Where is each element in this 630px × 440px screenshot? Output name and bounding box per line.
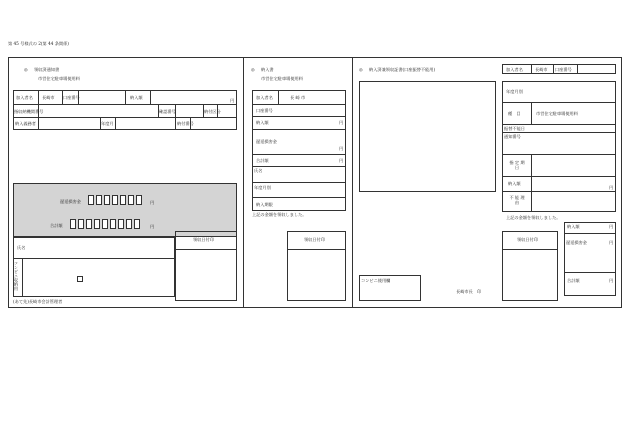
receipt-name-label: 氏名 — [17, 245, 26, 250]
cert-transfer-fail-label: 振替不能日 — [504, 126, 525, 131]
row-line — [502, 154, 616, 155]
payment-received-text: 上記の金額を領収しました。 — [252, 212, 307, 217]
payment-stamp-label: 領収日付印 — [304, 237, 325, 242]
receipt-payer-value: 長崎市 — [42, 95, 55, 100]
digit-box[interactable] — [86, 219, 92, 229]
receipt-subtitle: 市営住宅駐車場使用料 — [38, 76, 80, 81]
cert-right-amount-label: 納入額 — [567, 224, 580, 229]
payment-account-label: 口座番号 — [256, 108, 273, 113]
receipt-yen: 円 — [230, 98, 235, 103]
digit-box[interactable] — [96, 195, 102, 205]
cert-blank-area — [359, 81, 496, 192]
digit-box[interactable] — [78, 219, 84, 229]
payment-due-label: 納入期限 — [256, 202, 273, 207]
row-line — [252, 182, 346, 183]
digit-box[interactable] — [134, 219, 140, 229]
receipt-amount-block — [13, 183, 237, 237]
row-line — [564, 233, 616, 234]
cert-year-month-label: 年度月別 — [506, 89, 523, 94]
col-line — [531, 154, 532, 212]
section-divider-2 — [352, 57, 353, 308]
col-line — [115, 117, 116, 130]
payment-subtitle: 市営住宅駐車場使用料 — [261, 76, 303, 81]
digit-box[interactable] — [104, 195, 110, 205]
payment-late-fee-yen: 円 — [339, 146, 344, 151]
row-line — [287, 249, 346, 250]
cert-mayor: 長崎市長 印 — [456, 289, 482, 294]
cert-account-label: 口座番号 — [555, 67, 572, 72]
digit-box[interactable] — [112, 195, 118, 205]
digit-box[interactable] — [118, 219, 124, 229]
cert-subject-value: 市営住宅駐車場使用料 — [536, 111, 578, 116]
row-line — [502, 124, 616, 125]
total-yen: 円 — [150, 224, 155, 229]
row-line — [502, 191, 616, 192]
cert-amount-label: 納入額 — [508, 181, 521, 186]
digit-box[interactable] — [94, 219, 100, 229]
digit-box[interactable] — [110, 219, 116, 229]
payment-name-label: 氏名 — [254, 168, 263, 173]
row-line — [564, 272, 616, 273]
cert-stamp-label: 領収日付印 — [517, 237, 538, 242]
payment-amount-yen: 円 — [339, 120, 344, 125]
payment-payer-value: 長 崎 市 — [290, 95, 306, 100]
receipt-addressee: (あて先)長崎市会計管理者 — [13, 299, 63, 304]
digit-box[interactable] — [120, 195, 126, 205]
row-line — [13, 117, 237, 118]
payment-amount-label: 納入額 — [256, 120, 269, 125]
receipt-payer-label: 加入者名 — [16, 95, 33, 100]
payment-circle-mark: ◎ — [251, 67, 255, 72]
section-divider-1 — [243, 57, 244, 308]
row-line — [502, 249, 558, 250]
digit-box[interactable] — [88, 195, 94, 205]
row-line — [252, 116, 346, 117]
cert-due-label: 指 定 期 日 — [509, 160, 525, 170]
digit-box[interactable] — [136, 195, 142, 205]
row-line — [252, 129, 346, 130]
receipt-settle-label: 指収納機関番号 — [14, 109, 44, 114]
col-line — [531, 64, 532, 74]
receipt-late-fee-label: 遅延損害金 — [60, 199, 81, 204]
receipt-payee-label: 納入義務者 — [15, 121, 36, 126]
cert-right-total-label: 合計額 — [567, 278, 580, 283]
digit-box[interactable] — [128, 195, 134, 205]
receipt-title: 領収済通知書 — [34, 67, 60, 72]
payment-total-label: 合計額 — [256, 158, 269, 163]
conv-checkbox[interactable] — [77, 276, 83, 282]
cert-right-total-yen: 円 — [609, 278, 614, 283]
late-fee-yen: 円 — [150, 200, 155, 205]
col-line — [150, 90, 151, 104]
cert-amount-yen: 円 — [609, 185, 614, 190]
row-line — [175, 249, 237, 250]
col-line — [278, 90, 279, 104]
cert-payer-value: 長崎市 — [535, 67, 548, 72]
receipt-stamp-label: 領収日付印 — [193, 237, 214, 242]
receipt-year-month-label: 年度月 — [101, 121, 114, 126]
cert-right-amount-yen: 円 — [609, 224, 614, 229]
cert-subject-label: 種 目 — [508, 111, 521, 116]
receipt-name-block — [13, 237, 175, 297]
row-line — [252, 166, 346, 167]
col-line — [175, 117, 176, 130]
payment-payer-label: 加入者名 — [256, 95, 273, 100]
col-line — [531, 102, 532, 124]
cert-notice-label: 通知番号 — [504, 134, 521, 139]
col-line — [125, 90, 126, 104]
cert-reason-label: 不 能 理 由 — [509, 195, 525, 205]
cert-received-text: 上記の金額を領収しました。 — [506, 215, 561, 220]
cert-circle-mark: ◎ — [359, 67, 363, 72]
receipt-notice-label: 納付番号 — [177, 121, 194, 126]
receipt-circle-mark: ◎ — [24, 67, 28, 72]
receipt-account-label: 口座番号 — [63, 95, 80, 100]
cert-title: 納入済兼領収証書(口座振替不能用) — [369, 67, 436, 72]
receipt-total-label: 合計額 — [50, 223, 63, 228]
cert-right-late-yen: 円 — [609, 240, 614, 245]
payment-title: 納入書 — [261, 67, 274, 72]
row-line — [502, 132, 616, 133]
row-line — [252, 154, 346, 155]
cert-conv-label: コンビニ使用欄 — [361, 278, 391, 283]
payment-year-month-label: 年度月別 — [254, 185, 271, 190]
receipt-subject-label: 納付区分 — [204, 109, 221, 114]
cert-details-table — [502, 81, 616, 212]
digit-box[interactable] — [126, 219, 132, 229]
cert-payer-label: 加入者名 — [506, 67, 523, 72]
col-line — [22, 258, 23, 297]
col-line — [553, 64, 554, 74]
receipt-confirm-label: 確認番号 — [159, 109, 176, 114]
receipt-conv-label: コンビニ収納用 — [14, 261, 19, 291]
row-line — [502, 102, 616, 103]
payment-late-fee-label: 遅延損害金 — [256, 139, 277, 144]
col-line — [577, 64, 578, 74]
row-line — [252, 197, 346, 198]
row-line — [13, 258, 175, 259]
digit-box[interactable] — [70, 219, 76, 229]
payment-total-yen: 円 — [339, 158, 344, 163]
digit-box[interactable] — [102, 219, 108, 229]
receipt-amount-label: 納入額 — [130, 95, 143, 100]
form-number: 第 45 号様式の 2(第 44 条関係) — [8, 41, 69, 46]
cert-right-late-label: 遅延損害金 — [566, 240, 587, 245]
row-line — [502, 176, 616, 177]
row-line — [252, 104, 346, 105]
